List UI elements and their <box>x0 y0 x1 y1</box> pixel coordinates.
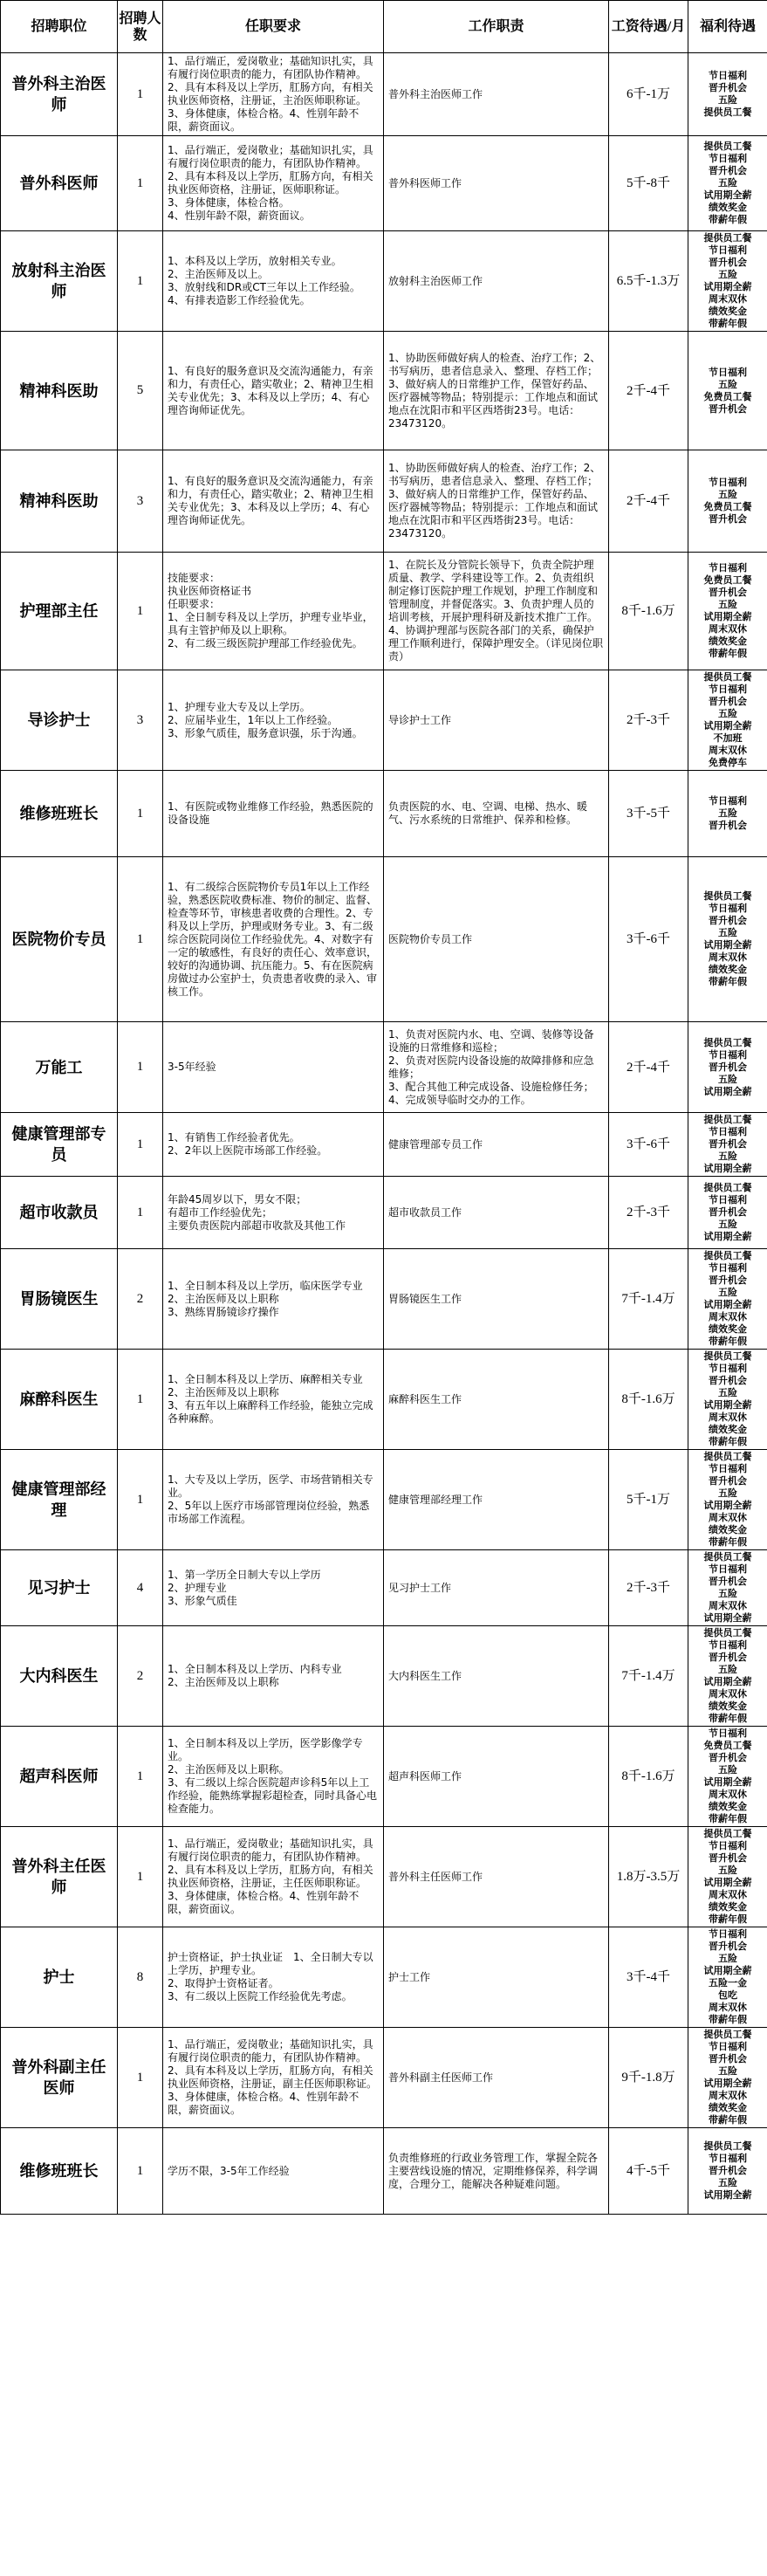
header-duties: 工作职责 <box>384 1 609 53</box>
requirements-cell: 年龄45周岁以下，男女不限； 有超市工作经验优先； 主要负责医院内部超市收款及其他工作 <box>163 1177 384 1249</box>
position-cell: 麻醉科医生 <box>1 1350 118 1450</box>
position-cell: 超声科医师 <box>1 1727 118 1827</box>
salary-cell: 8千-1.6万 <box>609 1727 688 1827</box>
job-rows <box>1 53 767 2215</box>
position-cell: 普外科主任医师 <box>1 1827 118 1927</box>
table-row <box>1 771 767 857</box>
salary-cell: 8千-1.6万 <box>609 553 688 670</box>
table-row <box>1 1727 767 1827</box>
benefits-cell: 提供员工餐 节日福利 晋升机会 五险 试用期全薪 周末双休 绩效奖金 带薪年假 <box>688 1450 767 1550</box>
table-row <box>1 231 767 332</box>
duties-cell: 见习护士工作 <box>384 1550 609 1626</box>
count-cell: 1 <box>118 1022 163 1113</box>
salary-cell: 3千-6千 <box>609 1113 688 1177</box>
table-row <box>1 670 767 771</box>
salary-cell: 3千-5千 <box>609 771 688 857</box>
duties-cell: 1、协助医师做好病人的检查、治疗工作；2、书写病历，患者信息录入、整理、存档工作；3、做好病人的日常维护工作，保管好药品、医疗器械等物品；特别提示：工作地点和面试地点在沈阳市和平区西塔街23号。电话：23473120。 <box>384 332 609 450</box>
requirements-cell: 1、有医院或物业维修工作经验，熟悉医院的设备设施 <box>163 771 384 857</box>
requirements-cell: 1、有销售工作经验者优先。 2、2年以上医院市场部工作经验。 <box>163 1113 384 1177</box>
duties-cell: 普外科主任医师工作 <box>384 1827 609 1927</box>
position-cell: 见习护士 <box>1 1550 118 1626</box>
position-cell: 导诊护士 <box>1 670 118 771</box>
benefits-cell: 提供员工餐 节日福利 晋升机会 五险 试用期全薪 <box>688 1022 767 1113</box>
requirements-cell: 1、有良好的服务意识及交流沟通能力，有亲和力，有责任心，踏实敬业；2、精神卫生相关专业优先；3、本科及以上学历；4、有心理咨询师证优先。 <box>163 450 384 553</box>
requirements-cell: 1、本科及以上学历，放射相关专业。 2、主治医师及以上。 3、放射线和DR或CT三年以上工作经验。 4、有排表造影工作经验优先。 <box>163 231 384 332</box>
count-cell: 1 <box>118 1177 163 1249</box>
position-cell: 万能工 <box>1 1022 118 1113</box>
salary-cell: 7千-1.4万 <box>609 1249 688 1350</box>
salary-cell: 8千-1.6万 <box>609 1350 688 1450</box>
salary-cell: 3千-4千 <box>609 1927 688 2028</box>
duties-cell: 负责医院的水、电、空调、电梯、热水、暖气、污水系统的日常维护、保养和检修。 <box>384 771 609 857</box>
salary-cell: 2千-3千 <box>609 1177 688 1249</box>
count-cell: 1 <box>118 553 163 670</box>
duties-cell: 普外科医师工作 <box>384 136 609 231</box>
count-cell: 1 <box>118 136 163 231</box>
header-requirements: 任职要求 <box>163 1 384 53</box>
position-cell: 护理部主任 <box>1 553 118 670</box>
requirements-cell: 1、全日制本科及以上学历、麻醉相关专业 2、主治医师及以上职称 3、有五年以上麻醉科工作经验，能独立完成各种麻醉。 <box>163 1350 384 1450</box>
salary-cell: 5千-8千 <box>609 136 688 231</box>
requirements-cell: 1、品行端正，爱岗敬业；基础知识扎实，具有履行岗位职责的能力，有团队协作精神。2、具有本科及以上学历，肛肠方向，有相关执业医师资格，注册证，主任医师职称证。3、身体健康，体检合格。4、性别年龄不限，薪资面议。 <box>163 1827 384 1927</box>
benefits-cell: 提供员工餐 节日福利 晋升机会 五险 试用期全薪 周末双休 绩效奖金 带薪年假 <box>688 857 767 1022</box>
requirements-cell: 1、品行端正，爱岗敬业；基础知识扎实，具有履行岗位职责的能力，有团队协作精神。2、具有本科及以上学历，肛肠方向，有相关执业医师资格，注册证，副主任医师职称证。3、身体健康，体检合格。4、性别年龄不限，薪资面议。 <box>163 2028 384 2128</box>
count-cell: 1 <box>118 2028 163 2128</box>
benefits-cell: 节日福利 晋升机会 五险 试用期全薪 五险一金 包吃 周末双休 带薪年假 <box>688 1927 767 2028</box>
table-row <box>1 53 767 136</box>
requirements-cell: 1、有良好的服务意识及交流沟通能力，有亲和力，有责任心，踏实敬业；2、精神卫生相关专业优先；3、本科及以上学历；4、有心理咨询师证优先。 <box>163 332 384 450</box>
salary-cell: 7千-1.4万 <box>609 1626 688 1727</box>
count-cell: 1 <box>118 53 163 136</box>
benefits-cell: 节日福利 五险 免费员工餐 晋升机会 <box>688 332 767 450</box>
table-row <box>1 450 767 553</box>
count-cell: 1 <box>118 1450 163 1550</box>
count-cell: 5 <box>118 332 163 450</box>
benefits-cell: 提供员工餐 节日福利 晋升机会 五险 试用期全薪 绩效奖金 带薪年假 <box>688 136 767 231</box>
benefits-cell: 节日福利 免费员工餐 晋升机会 五险 试用期全薪 周末双休 绩效奖金 带薪年假 <box>688 553 767 670</box>
benefits-cell: 提供员工餐 节日福利 晋升机会 五险 试用期全薪 <box>688 2128 767 2215</box>
table-row <box>1 1022 767 1113</box>
duties-cell: 普外科主治医师工作 <box>384 53 609 136</box>
benefits-cell: 提供员工餐 节日福利 晋升机会 五险 试用期全薪 <box>688 1177 767 1249</box>
position-cell: 普外科医师 <box>1 136 118 231</box>
requirements-cell: 学历不限，3-5年工作经验 <box>163 2128 384 2215</box>
duties-cell: 普外科副主任医师工作 <box>384 2028 609 2128</box>
duties-cell: 放射科主治医师工作 <box>384 231 609 332</box>
requirements-cell: 护士资格证，护士执业证 1、全日制大专以上学历，护理专业。 2、取得护士资格证者。 3、有二级以上医院工作经验优先考虑。 <box>163 1927 384 2028</box>
duties-cell: 导诊护士工作 <box>384 670 609 771</box>
salary-cell: 3千-6千 <box>609 857 688 1022</box>
table-row <box>1 2128 767 2215</box>
count-cell: 1 <box>118 1727 163 1827</box>
salary-cell: 1.8万-3.5万 <box>609 1827 688 1927</box>
position-cell: 精神科医助 <box>1 450 118 553</box>
requirements-cell: 1、全日制本科及以上学历、内科专业 2、主治医师及以上职称 <box>163 1626 384 1727</box>
duties-cell: 超声科医师工作 <box>384 1727 609 1827</box>
duties-cell: 大内科医生工作 <box>384 1626 609 1727</box>
count-cell: 1 <box>118 1113 163 1177</box>
salary-cell: 9千-1.8万 <box>609 2028 688 2128</box>
position-cell: 放射科主治医师 <box>1 231 118 332</box>
duties-cell: 胃肠镜医生工作 <box>384 1249 609 1350</box>
salary-cell: 4千-5千 <box>609 2128 688 2215</box>
header-benefits: 福利待遇 <box>688 1 767 53</box>
table-row <box>1 1927 767 2028</box>
table-row <box>1 1113 767 1177</box>
table-row <box>1 332 767 450</box>
count-cell: 3 <box>118 670 163 771</box>
benefits-cell: 节日福利 晋升机会 五险 提供员工餐 <box>688 53 767 136</box>
duties-cell: 1、负责对医院内水、电、空调、装修等设备设施的日常维修和巡检； 2、负责对医院内设备设施的故障排修和应急维修； 3、配合其他工种完成设备、设施检修任务； 4、完成领导临时交办的工作。 <box>384 1022 609 1113</box>
benefits-cell: 提供员工餐 节日福利 晋升机会 五险 试用期全薪 周末双休 绩效奖金 带薪年假 <box>688 1249 767 1350</box>
duties-cell: 健康管理部专员工作 <box>384 1113 609 1177</box>
requirements-cell: 1、第一学历全日制大专以上学历 2、护理专业 3、形象气质佳 <box>163 1550 384 1626</box>
salary-cell: 2千-4千 <box>609 450 688 553</box>
count-cell: 1 <box>118 2128 163 2215</box>
benefits-cell: 节日福利 五险 免费员工餐 晋升机会 <box>688 450 767 553</box>
count-cell: 1 <box>118 1827 163 1927</box>
duties-cell: 护士工作 <box>384 1927 609 2028</box>
salary-cell: 2千-4千 <box>609 1022 688 1113</box>
benefits-cell: 提供员工餐 节日福利 晋升机会 五险 周末双休 试用期全薪 <box>688 1550 767 1626</box>
benefits-cell: 提供员工餐 节日福利 晋升机会 五险 试用期全薪 周末双休 绩效奖金 带薪年假 <box>688 2028 767 2128</box>
salary-cell: 5千-1万 <box>609 1450 688 1550</box>
salary-cell: 2千-4千 <box>609 332 688 450</box>
count-cell: 3 <box>118 450 163 553</box>
table-row <box>1 1626 767 1727</box>
benefits-cell: 节日福利 免费员工餐 晋升机会 五险 试用期全薪 周末双休 绩效奖金 带薪年假 <box>688 1727 767 1827</box>
duties-cell: 负责维修班的行政业务管理工作，掌握全院各主要营线设施的情况，定期维修保养，科学调度，合理分工，能解决各种疑难问题。 <box>384 2128 609 2215</box>
position-cell: 普外科主治医师 <box>1 53 118 136</box>
position-cell: 健康管理部专员 <box>1 1113 118 1177</box>
header-salary: 工资待遇/月 <box>609 1 688 53</box>
benefits-cell: 提供员工餐 节日福利 晋升机会 五险 试用期全薪 <box>688 1113 767 1177</box>
table-row <box>1 857 767 1022</box>
duties-cell: 1、协助医师做好病人的检查、治疗工作；2、书写病历，患者信息录入、整理、存档工作；3、做好病人的日常维护工作，保管好药品、医疗器械等物品；特别提示：工作地点和面试地点在沈阳市和平区西塔街23号。电话：23473120。 <box>384 450 609 553</box>
salary-cell: 6千-1万 <box>609 53 688 136</box>
count-cell: 2 <box>118 1626 163 1727</box>
requirements-cell: 技能要求： 执业医师资格证书 任职要求： 1、全日制专科及以上学历，护理专业毕业，具有主管护师及以上职称。 2、有二级三级医院护理部工作经验优先。 <box>163 553 384 670</box>
table-row <box>1 2028 767 2128</box>
position-cell: 医院物价专员 <box>1 857 118 1022</box>
count-cell: 8 <box>118 1927 163 2028</box>
table-row <box>1 1450 767 1550</box>
count-cell: 1 <box>118 1350 163 1450</box>
table-header-row <box>1 1 767 53</box>
position-cell: 健康管理部经理 <box>1 1450 118 1550</box>
requirements-cell: 1、护理专业大专及以上学历。 2、应届毕业生，1年以上工作经验。 3、形象气质佳，服务意识强，乐于沟通。 <box>163 670 384 771</box>
requirements-cell: 3-5年经验 <box>163 1022 384 1113</box>
benefits-cell: 提供员工餐 节日福利 晋升机会 五险 试用期全薪 周末双休 绩效奖金 带薪年假 <box>688 231 767 332</box>
position-cell: 维修班班长 <box>1 2128 118 2215</box>
requirements-cell: 1、品行端正，爱岗敬业；基础知识扎实，具有履行岗位职责的能力，有团队协作精神。 2、具有本科及以上学历，肛肠方向，有相关执业医师资格，注册证，医师职称证。 3、身体健康，体检合格。 4、性别年龄不限，薪资面议。 <box>163 136 384 231</box>
salary-cell: 2千-3千 <box>609 670 688 771</box>
benefits-cell: 提供员工餐 节日福利 晋升机会 五险 试用期全薪 不加班 周末双休 免费停车 <box>688 670 767 771</box>
count-cell: 1 <box>118 771 163 857</box>
duties-cell: 医院物价专员工作 <box>384 857 609 1022</box>
count-cell: 1 <box>118 857 163 1022</box>
duties-cell: 1、在院长及分管院长领导下，负责全院护理质量、教学、学科建设等工作。2、负责组织制定修订医院护理工作规划，护理工作制度和管理制度，并督促落实。3、负责护理人员的培训考核，开展护理科研及新技术推广工作。4、协调护理部与医院各部门的关系，确保护理工作顺利进行，保障护理安全。（详见岗位职责） <box>384 553 609 670</box>
count-cell: 1 <box>118 231 163 332</box>
requirements-cell: 1、有二级综合医院物价专员1年以上工作经验，熟悉医院收费标准、物价的制定、监督、检查等环节，审核患者收费的合理性。2、专科及以上学历，护理或财务专业。3、有二级综合医院同岗位工作经验优先。4、对数字有一定的敏感性，有良好的责任心、效率意识，较好的沟通协调、抗压能力。5、有在医院病房做过办公室护士，负责患者收费的录入、审核工作。 <box>163 857 384 1022</box>
salary-cell: 2千-3千 <box>609 1550 688 1626</box>
table-row <box>1 1249 767 1350</box>
duties-cell: 超市收款员工作 <box>384 1177 609 1249</box>
requirements-cell: 1、品行端正，爱岗敬业；基础知识扎实，具有履行岗位职责的能力，有团队协作精神。2、具有本科及以上学历，肛肠方向，有相关执业医师资格，注册证，主治医师职称证。3、身体健康，体检合格。4、性别年龄不限，薪资面议。 <box>163 53 384 136</box>
table-row <box>1 1350 767 1450</box>
position-cell: 大内科医生 <box>1 1626 118 1727</box>
position-cell: 普外科副主任医师 <box>1 2028 118 2128</box>
table-row <box>1 1177 767 1249</box>
position-cell: 超市收款员 <box>1 1177 118 1249</box>
salary-cell: 6.5千-1.3万 <box>609 231 688 332</box>
position-cell: 胃肠镜医生 <box>1 1249 118 1350</box>
position-cell: 维修班班长 <box>1 771 118 857</box>
table-row <box>1 1550 767 1626</box>
table-row <box>1 1827 767 1927</box>
position-cell: 精神科医助 <box>1 332 118 450</box>
requirements-cell: 1、大专及以上学历，医学、市场营销相关专业。 2、5年以上医疗市场部管理岗位经验，熟悉市场部工作流程。 <box>163 1450 384 1550</box>
benefits-cell: 提供员工餐 节日福利 晋升机会 五险 试用期全薪 周末双休 绩效奖金 带薪年假 <box>688 1626 767 1727</box>
table-row <box>1 553 767 670</box>
position-cell: 护士 <box>1 1927 118 2028</box>
count-cell: 4 <box>118 1550 163 1626</box>
benefits-cell: 提供员工餐 节日福利 晋升机会 五险 试用期全薪 周末双休 绩效奖金 带薪年假 <box>688 1350 767 1450</box>
requirements-cell: 1、全日制本科及以上学历，医学影像学专业。 2、主治医师及以上职称。 3、有二级以上综合医院超声诊科5年以上工作经验，能熟练掌握彩超检查，同时具备心电检查能力。 <box>163 1727 384 1827</box>
header-count: 招聘人数 <box>118 1 163 53</box>
table-row <box>1 136 767 231</box>
benefits-cell: 节日福利 五险 晋升机会 <box>688 771 767 857</box>
duties-cell: 健康管理部经理工作 <box>384 1450 609 1550</box>
header-position: 招聘职位 <box>1 1 118 53</box>
benefits-cell: 提供员工餐 节日福利 晋升机会 五险 试用期全薪 周末双休 绩效奖金 带薪年假 <box>688 1827 767 1927</box>
count-cell: 2 <box>118 1249 163 1350</box>
requirements-cell: 1、全日制本科及以上学历，临床医学专业 2、主治医师及以上职称 3、熟练胃肠镜诊疗操作 <box>163 1249 384 1350</box>
duties-cell: 麻醉科医生工作 <box>384 1350 609 1450</box>
